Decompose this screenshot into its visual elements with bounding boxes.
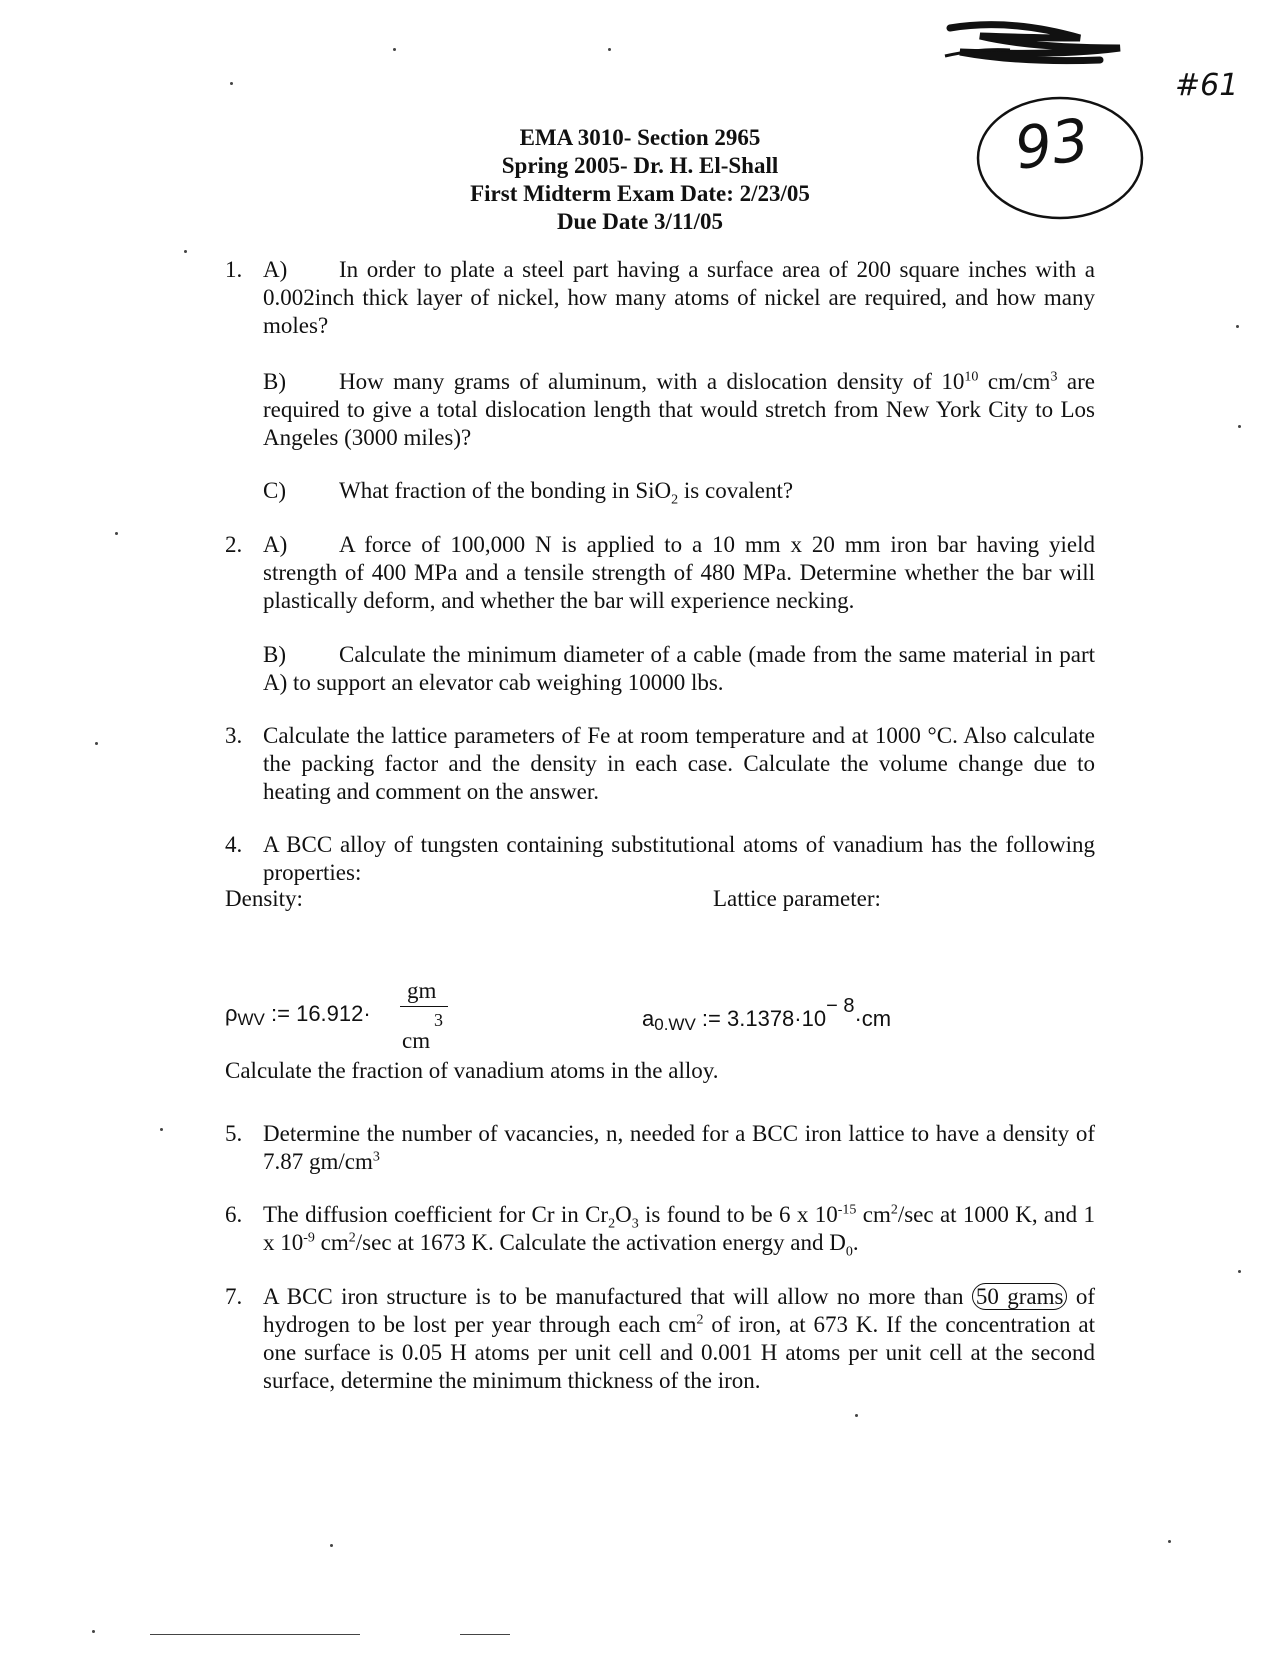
superscript: 2 — [890, 1202, 898, 1218]
question-4-ask: Calculate the fraction of vanadium atoms in the alloy. — [225, 1058, 719, 1083]
due-date: Due Date 3/11/05 — [556, 209, 724, 234]
rho-subscript: WV — [237, 1010, 265, 1029]
semester-instructor: Spring 2005- Dr. H. El-Shall — [501, 153, 779, 178]
part-label: B) — [263, 642, 286, 667]
question-7-text — [263, 1283, 1095, 1395]
question-text: cm — [856, 1202, 891, 1227]
question-text: Calculate the minimum diameter of a cable (made from the same material in part A) to support an elevator cab weighing 10000 lbs. — [263, 642, 1095, 695]
part-label: B) — [263, 369, 286, 394]
unit-denominator — [402, 1028, 430, 1054]
question-1b — [263, 368, 1095, 452]
superscript: 2 — [348, 1230, 356, 1246]
part-label: A) — [263, 257, 288, 282]
subscript: 0 — [845, 1244, 853, 1260]
subscript: 3 — [631, 1216, 639, 1232]
scan-speck — [95, 742, 98, 745]
question-5 — [225, 1120, 1095, 1176]
scan-line — [150, 1634, 360, 1635]
scan-line — [460, 1634, 510, 1635]
scan-speck — [330, 1544, 333, 1547]
question-text: of iron, at 673 K. If the concentration at one surface is 0.05 H atoms per unit cell and 0.001 H atoms per unit cell at the second surface, determine the minimum thickness of the iron. — [263, 1312, 1095, 1393]
scan-speck — [1238, 1270, 1241, 1273]
question-3-text: Calculate the lattice parameters of Fe at room temperature and at 1000 °C. Also calculate the packing factor and the density in each case. Calculate the volume change due to heating and comment on the answer. — [263, 723, 1095, 804]
student-id-handwritten: #61 — [1175, 68, 1239, 103]
question-4-text: A BCC alloy of tungsten containing substitutional atoms of vanadium has the following properties: — [263, 832, 1095, 885]
question-text: is covalent? — [678, 478, 794, 503]
question-number: 6. — [225, 1202, 243, 1227]
question-text: are required to give a total dislocation length that would stretch from New York City to Los Angeles (3000 miles)? — [263, 369, 1095, 450]
scan-speck — [1236, 325, 1239, 328]
question-1c — [263, 477, 1095, 508]
question-text: of hydrogen to be lost per year through each cm — [263, 1284, 1095, 1337]
unit-denominator-text: cm — [402, 1028, 431, 1053]
lattice-label: Lattice parameter: — [713, 886, 881, 911]
question-text: The diffusion coefficient for Cr in Cr — [263, 1202, 609, 1227]
exam-date: First Midterm Exam Date: 2/23/05 — [470, 181, 810, 206]
density-label: Density: — [225, 886, 303, 911]
a-subscript: 0.WV — [654, 1015, 696, 1034]
question-6 — [225, 1201, 1095, 1260]
question-number: 4. — [225, 832, 243, 857]
superscript: 2 — [696, 1312, 704, 1328]
question-text: A BCC iron structure is to be manufactured that will allow no more than — [263, 1284, 972, 1309]
rho-symbol: ρ — [225, 1001, 238, 1026]
fraction-bar — [400, 1006, 448, 1007]
scan-speck — [92, 1630, 95, 1633]
superscript: 3 — [1050, 369, 1058, 385]
part-label: C) — [263, 478, 286, 503]
scan-speck — [1238, 425, 1241, 428]
a-unit: ·cm — [854, 1006, 892, 1031]
question-text: What fraction of the bonding in SiO — [339, 478, 672, 503]
question-text: O — [615, 1202, 632, 1227]
lattice-formula — [642, 992, 891, 1039]
question-6-text — [263, 1201, 1095, 1260]
question-1a-text: In order to plate a steel part having a surface area of 200 square inches with a 0.002inch thick layer of nickel, how many atoms of nickel are required, and how many moles? — [263, 257, 1095, 338]
question-text: /sec at 1000 K, and 1 x 10 — [263, 1202, 1095, 1255]
redaction-scribble — [920, 8, 1150, 68]
score-handwritten: 93 — [1010, 105, 1094, 183]
question-2 — [225, 531, 1095, 615]
question-number: 1. — [225, 257, 243, 282]
scan-speck — [115, 532, 118, 535]
scan-speck — [230, 82, 233, 85]
question-2a-text: A force of 100,000 N is applied to a 10 mm x 20 mm iron bar having yield strength of 400 MPa and a tensile strength of 480 MPa. Determine whether the bar will plastically deform, and whether the bar will experience necking. — [263, 532, 1095, 613]
rho-value: := 16.912· — [264, 1001, 371, 1026]
superscript: 3 — [372, 1149, 380, 1165]
question-text: How many grams of aluminum, with a dislocation density of 10 — [339, 369, 965, 394]
course-section: EMA 3010- Section 2965 — [519, 125, 761, 150]
superscript: -9 — [303, 1230, 315, 1246]
scan-speck — [855, 1414, 858, 1417]
question-text: . — [852, 1230, 859, 1255]
question-4 — [225, 831, 1095, 887]
subscript: 2 — [671, 492, 679, 508]
density-formula — [225, 1000, 371, 1034]
part-label: A) — [263, 532, 288, 557]
question-3 — [225, 722, 1095, 806]
question-number: 2. — [225, 532, 243, 557]
subscript: 2 — [608, 1216, 616, 1232]
circled-amount: 50 grams — [972, 1283, 1068, 1310]
question-number: 7. — [225, 1284, 243, 1309]
a-symbol: a — [642, 1006, 655, 1031]
question-text: /sec at 1673 K. Calculate the activation energy and D — [355, 1230, 846, 1255]
scan-speck — [1168, 1540, 1171, 1543]
a-exponent: − 8 — [826, 995, 855, 1017]
unit-numerator: gm — [407, 978, 437, 1003]
a-value: := 3.1378·10 — [695, 1006, 827, 1031]
superscript: 10 — [964, 369, 979, 385]
question-7 — [225, 1283, 1095, 1395]
question-5-text: Determine the number of vacancies, n, needed for a BCC iron lattice to have a density of 7.87 gm/cm — [263, 1121, 1095, 1174]
scan-speck — [160, 1128, 163, 1131]
superscript: -15 — [837, 1202, 857, 1218]
question-1 — [225, 256, 1095, 340]
scan-speck — [393, 48, 396, 51]
unit-denominator-exponent: 3 — [434, 1010, 443, 1030]
scan-speck — [608, 48, 611, 51]
question-text: is found to be 6 x 10 — [638, 1202, 838, 1227]
question-number: 5. — [225, 1121, 243, 1146]
question-text: cm — [314, 1230, 349, 1255]
scan-speck — [184, 250, 187, 253]
question-number: 3. — [225, 723, 243, 748]
question-text: cm/cm — [978, 369, 1051, 394]
question-2b — [263, 641, 1095, 697]
